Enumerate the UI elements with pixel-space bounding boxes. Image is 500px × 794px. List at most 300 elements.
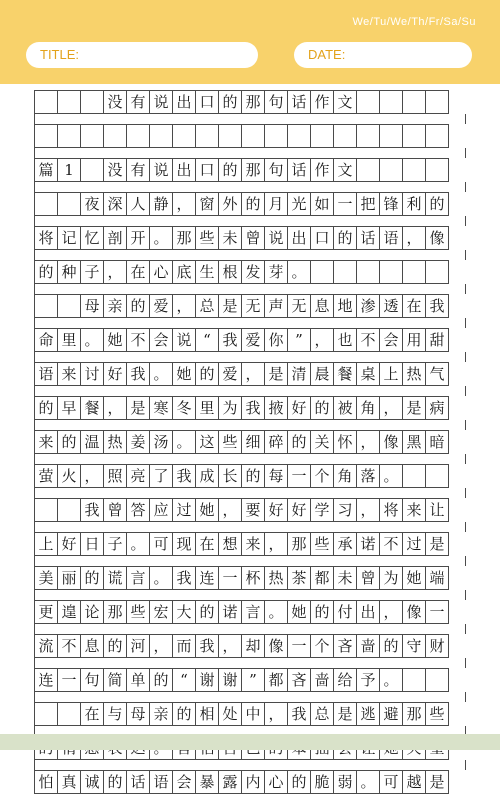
grid-spacer [34,420,466,430]
grid-cell: 诺 [356,532,380,556]
grid-cell: 口 [195,158,219,182]
grid-cell [287,124,311,148]
grid-cell: 汤 [149,430,173,454]
grid-cell: 她 [195,498,219,522]
grid-cell: 作 [310,158,334,182]
grid-cell: 心 [149,260,173,284]
title-field[interactable]: TITLE: [26,42,258,68]
grid-cell: 的 [379,634,403,658]
grid-cell: 答 [126,498,150,522]
grid-cell: 热 [402,362,426,386]
grid-row [34,464,466,488]
grid-cell: 晨 [310,362,334,386]
grid-cell [333,260,357,284]
grid-cell: 啬 [310,668,334,692]
grid-cell: 根 [218,260,242,284]
grid-cell: 了 [149,464,173,488]
grid-cell: 夜 [80,192,104,216]
grid-cell: 的 [195,600,219,624]
grid-cell [172,124,196,148]
grid-cell: 都 [264,668,288,692]
grid-cell: 越 [402,770,426,794]
grid-cell: 我 [80,498,104,522]
grid-cell [103,124,127,148]
grid-cell: ， [356,430,380,454]
grid-cell: 出 [356,600,380,624]
grid-cell: 火 [57,464,81,488]
grid-cell: 日 [80,532,104,556]
grid-cell: 话 [287,90,311,114]
grid-cell: 细 [241,430,265,454]
grid-cell: 与 [103,702,127,726]
grid-cell: ， [356,498,380,522]
grid-cell: ， [379,600,403,624]
grid-cell: 在 [126,260,150,284]
essay-sheet [0,84,500,791]
grid-cell: 可 [379,770,403,794]
grid-row [34,498,466,522]
grid-spacer [34,284,466,294]
grid-cell: 黑 [402,430,426,454]
grid-cell: 用 [402,328,426,352]
grid-cell: 更 [34,600,58,624]
grid-cell: 作 [310,90,334,114]
grid-cell: 记 [57,226,81,250]
grid-cell: 些 [195,226,219,250]
grid-cell: 无 [241,294,265,318]
grid-cell: 好 [287,498,311,522]
grid-cell: 亲 [103,294,127,318]
grid-cell: 怕 [34,770,58,794]
grid-cell: 我 [172,566,196,590]
grid-cell: 像 [425,226,449,250]
grid-cell: 未 [333,566,357,590]
grid-cell: 想 [218,532,242,556]
grid-cell: 曾 [241,226,265,250]
grid-cell: 。 [149,566,173,590]
grid-row [34,702,466,726]
grid-cell: 话 [126,770,150,794]
grid-cell [126,124,150,148]
grid-spacer [34,148,466,158]
grid-cell: 爱 [241,328,265,352]
grid-cell: 有 [126,90,150,114]
grid-cell: 光 [287,192,311,216]
grid-cell: 的 [80,566,104,590]
grid-cell [310,124,334,148]
grid-cell: 像 [264,634,288,658]
grid-row [34,770,466,794]
grid-cell: 都 [310,566,334,590]
grid-cell: 的 [241,192,265,216]
grid-cell: 出 [287,226,311,250]
grid-cell [34,90,58,114]
grid-spacer [34,352,466,362]
grid-cell: 那 [287,532,311,556]
grid-cell: 来 [241,532,265,556]
grid-cell: 不 [379,532,403,556]
grid-cell: 要 [241,498,265,522]
grid-cell: 一 [287,464,311,488]
grid-spacer [34,658,466,668]
grid-cell: 习 [333,498,357,522]
grid-spacer [34,216,466,226]
grid-cell [379,124,403,148]
grid-cell [425,124,449,148]
grid-cell: ， [310,328,334,352]
grid-row [34,600,466,624]
grid-cell: 。 [379,668,403,692]
grid-cell: 句 [264,90,288,114]
grid-cell: 脆 [310,770,334,794]
grid-cell: 好 [264,498,288,522]
grid-spacer [34,250,466,260]
grid-cell: 一 [333,192,357,216]
grid-cell: 好 [57,532,81,556]
grid-cell [333,124,357,148]
grid-cell: 深 [103,192,127,216]
grid-cell: 给 [333,668,357,692]
grid-cell: 暴 [195,770,219,794]
grid-cell: 露 [218,770,242,794]
grid-cell: 来 [34,430,58,454]
grid-cell: 美 [34,566,58,590]
grid-cell: 。 [126,532,150,556]
date-field[interactable]: DATE: [294,42,472,68]
grid-cell: 那 [241,90,265,114]
grid-cell: 母 [126,702,150,726]
grid-cell: 寒 [149,396,173,420]
grid-cell: 的 [425,192,449,216]
grid-cell: 也 [333,328,357,352]
grid-cell: 开 [126,226,150,250]
grid-row [34,634,466,658]
grid-spacer [34,590,466,600]
grid-cell [57,498,81,522]
grid-cell: 生 [195,260,219,284]
grid-cell [425,464,449,488]
grid-cell: 的 [172,702,196,726]
grid-cell: 曾 [103,498,127,522]
grid-cell: “ [195,328,219,352]
grid-cell: 暗 [425,430,449,454]
grid-cell: 渗 [356,294,380,318]
grid-cell: 子 [103,532,127,556]
grid-cell: 篇 [34,158,58,182]
grid-row [34,668,466,692]
grid-cell: 我 [172,464,196,488]
grid-cell: 总 [310,702,334,726]
grid-cell: 萤 [34,464,58,488]
grid-row [34,124,466,148]
grid-cell: 像 [402,600,426,624]
grid-cell [57,124,81,148]
grid-cell [379,260,403,284]
grid-cell [402,124,426,148]
grid-cell: 啬 [356,634,380,658]
grid-cell: ， [103,260,127,284]
grid-cell: 。 [172,430,196,454]
grid-cell: 每 [264,464,288,488]
grid-cell: 的 [195,362,219,386]
grid-cell: 言 [241,600,265,624]
grid-cell: 的 [287,770,311,794]
grid-cell: 让 [425,498,449,522]
grid-cell: 为 [218,396,242,420]
grid-cell: 。 [379,464,403,488]
grid-cell [310,260,334,284]
grid-cell: 一 [218,566,242,590]
grid-cell: 连 [195,566,219,590]
grid-cell: ， [172,192,196,216]
grid-cell: 息 [80,634,104,658]
grid-cell: ， [172,294,196,318]
grid-cell: 锋 [379,192,403,216]
grid-cell: 却 [241,634,265,658]
grid-cell: 而 [172,634,196,658]
grid-cell: 诺 [218,600,242,624]
grid-row [34,532,466,556]
grid-cell: 语 [149,770,173,794]
grid-cell: 上 [379,362,403,386]
grid-row [34,396,466,420]
grid-cell: 把 [356,192,380,216]
grid-cell [356,124,380,148]
grid-cell: 剖 [103,226,127,250]
grid-cell: 如 [310,192,334,216]
grid-cell: ” [287,328,311,352]
grid-cell: 没 [103,90,127,114]
grid-cell [402,668,426,692]
grid-cell: 言 [126,566,150,590]
grid-cell: 丽 [57,566,81,590]
grid-cell [356,260,380,284]
grid-cell: 角 [333,464,357,488]
grid-spacer [34,760,466,770]
grid-cell: 杯 [241,566,265,590]
grid-cell: 可 [149,532,173,556]
grid-cell: 亮 [126,464,150,488]
grid-cell [425,158,449,182]
grid-cell [402,260,426,284]
grid-cell: 话 [287,158,311,182]
grid-cell: 照 [103,464,127,488]
grid-cell: 说 [172,328,196,352]
grid-cell: 口 [310,226,334,250]
grid-cell: 关 [310,430,334,454]
grid-cell [195,124,219,148]
grid-cell [241,124,265,148]
grid-cell: 谎 [103,566,127,590]
grid-cell: 那 [402,702,426,726]
grid-cell: 会 [172,770,196,794]
grid-row [34,192,466,216]
grid-cell: 餐 [80,396,104,420]
grid-cell: 谢 [218,668,242,692]
grid-cell: 端 [425,566,449,590]
grid-cell: 学 [310,498,334,522]
grid-cell: 的 [333,226,357,250]
grid-cell: 甜 [425,328,449,352]
grid-cell: 地 [333,294,357,318]
grid-cell: 简 [103,668,127,692]
grid-spacer [34,624,466,634]
grid-cell: 话 [356,226,380,250]
grid-cell: 。 [80,328,104,352]
grid-cell: 餐 [333,362,357,386]
grid-cell: ， [218,634,242,658]
grid-cell: 语 [34,362,58,386]
grid-cell: 子 [80,260,104,284]
grid-cell: 将 [34,226,58,250]
grid-cell: 不 [57,634,81,658]
grid-cell: 总 [195,294,219,318]
grid-row [34,226,466,250]
grid-cell [425,90,449,114]
grid-cell: 心 [264,770,288,794]
grid-cell: 。 [356,770,380,794]
grid-cell [149,124,173,148]
grid-cell [57,294,81,318]
grid-cell: 的 [57,430,81,454]
grid-cell: 。 [264,600,288,624]
grid-spacer [34,454,466,464]
grid-spacer [34,318,466,328]
grid-cell: 一 [287,634,311,658]
grid-cell: 的 [218,90,242,114]
grid-cell: 吝 [287,668,311,692]
grid-cell: 怀 [333,430,357,454]
grid-cell: 爱 [218,362,242,386]
grid-cell: 我 [218,328,242,352]
grid-row [34,362,466,386]
weekday-selector[interactable]: We/Tu/We/Th/Fr/Sa/Su [352,16,476,28]
grid-cell: 我 [287,702,311,726]
grid-cell: 句 [80,668,104,692]
grid-cell: 透 [379,294,403,318]
grid-cell: 热 [264,566,288,590]
grid-cell: 连 [34,668,58,692]
grid-spacer [34,692,466,702]
grid-cell: 声 [264,294,288,318]
grid-cell: 吝 [333,634,357,658]
grid-cell [34,702,58,726]
grid-cell: 她 [287,600,311,624]
grid-cell: 桌 [356,362,380,386]
grid-cell: 单 [126,668,150,692]
grid-spacer [34,488,466,498]
grid-cell: 处 [218,702,242,726]
grid-row [34,158,466,182]
grid-cell: 付 [333,600,357,624]
grid-cell: 现 [172,532,196,556]
grid-cell: 说 [264,226,288,250]
grid-cell: 弱 [333,770,357,794]
grid-cell: 她 [103,328,127,352]
grid-cell: 遑 [57,600,81,624]
grid-cell: “ [172,668,196,692]
grid-cell: 一 [425,600,449,624]
grid-cell: 说 [149,158,173,182]
grid-cell: 承 [333,532,357,556]
grid-row [34,260,466,284]
grid-cell: 宏 [149,600,173,624]
grid-cell: ， [80,464,104,488]
grid-cell [356,90,380,114]
grid-cell: 温 [80,430,104,454]
grid-cell: 文 [333,158,357,182]
grid-cell: 长 [218,464,242,488]
grid-cell: 出 [172,158,196,182]
grid-cell: 在 [80,702,104,726]
grid-cell: 个 [310,464,334,488]
grid-cell: 命 [34,328,58,352]
grid-cell: 冬 [172,396,196,420]
grid-cell: 月 [264,192,288,216]
grid-cell: 口 [195,90,219,114]
grid-cell [218,124,242,148]
grid-cell: 1 [57,158,81,182]
grid-cell: 亲 [149,702,173,726]
grid-cell: 人 [126,192,150,216]
grid-cell: 种 [57,260,81,284]
grid-cell: 是 [218,294,242,318]
grid-cell: 好 [103,362,127,386]
grid-cell: 是 [264,362,288,386]
grid-cell: 落 [356,464,380,488]
grid-cell: 清 [287,362,311,386]
grid-cell: 窗 [195,192,219,216]
grid-cell: 成 [195,464,219,488]
grid-cell [402,464,426,488]
grid-cell: 不 [356,328,380,352]
grid-cell [34,498,58,522]
grid-cell: 不 [126,328,150,352]
grid-cell: 那 [103,600,127,624]
grid-cell [34,294,58,318]
grid-cell: 河 [126,634,150,658]
grid-cell: 的 [310,396,334,420]
grid-cell: 曾 [356,566,380,590]
grid-cell: 。 [149,226,173,250]
grid-cell: 的 [310,600,334,624]
grid-cell: ， [264,702,288,726]
grid-cell: 茶 [287,566,311,590]
grid-cell: 姜 [126,430,150,454]
grid-cell: 一 [57,668,81,692]
grid-cell [80,158,104,182]
grid-cell: 会 [379,328,403,352]
grid-cell: 逃 [356,702,380,726]
grid-cell: 我 [241,396,265,420]
grid-cell: 论 [80,600,104,624]
grid-cell: 在 [402,294,426,318]
grid-row [34,566,466,590]
grid-cell: ， [103,396,127,420]
grid-cell: 的 [103,770,127,794]
grid-cell: 在 [195,532,219,556]
grid-spacer [34,556,466,566]
grid-cell: 角 [356,396,380,420]
grid-cell [264,124,288,148]
grid-cell: 说 [149,90,173,114]
grid-cell: ， [218,498,242,522]
grid-cell: 些 [126,600,150,624]
grid-cell: 大 [172,600,196,624]
grid-cell [402,90,426,114]
grid-cell: 真 [57,770,81,794]
grid-cell: 芽 [264,260,288,284]
